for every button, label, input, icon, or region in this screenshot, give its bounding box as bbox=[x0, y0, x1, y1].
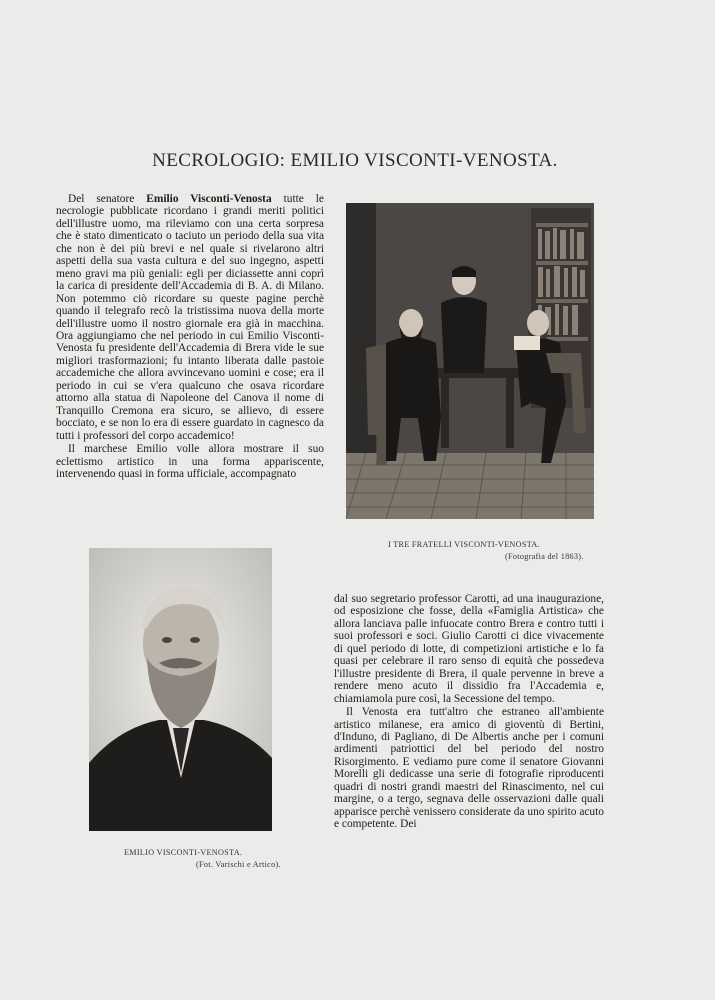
paragraph-2-continued: dal suo segretario professor Carotti, ad una inaugurazione, od esposizione che fosse, della «Famiglia Artistica» che allora lanciava palle infuocate contro Brera e contro tutti i suoi professori e soci. Giulio Carotti ci dice vivacemente di quel periodo di lotte, di competizioni artistiche e lo fa quasi per celebrare il raro senso di equità che possedeva l'illustre presidente di Brera, il quale pervenne in breve a rendere meno acuto il dissidio fra l'Accademia e, chiamiamola pure così, la Secessione del tempo. bbox=[334, 593, 604, 705]
brothers-credit: (Fotografia del 1863). bbox=[505, 552, 584, 561]
paragraph-2: Il marchese Emilio volle allora mostrare il suo eclettismo artistico in una forma appariscente, intervenendo quasi in forma ufficiale, accompagnato bbox=[56, 443, 324, 480]
three-brothers-photo bbox=[346, 203, 594, 519]
paragraph-1-rest: tutte le necrologie pubblicate ricordano i grandi meriti politici dell'illustre uomo, ma rileviamo con una certa sorpresa che è stato dimenticato o taciuto un periodo della sua vita che non è dei più brevi e nel quale si rivelarono altri aspetti della sua vasta cultura e del suo ingegno, aspetti meno gravi ma più geniali: egli per diciassette anni coprì la carica di presidente dell'Accademia di B. A. di Milano. Non potemmo ciò ricordare su queste pagine perchè quando il telegrafo recò la tristissima nuova della morte dell'illustre uomo il nostro giornale era già in macchina. Ora aggiungiamo che nel periodo in cui Emilio Visconti-Venosta fu presidente dell'Accademia di Brera vide le sue migliori trasformazioni; fu intanto liberata dalle pastoie accademiche che allora avvincevano uomini e cose; era il periodo in cui se v'era qualcuno che osava ricordare attorno alla statua di Napoleone del Canova il nome di Tranquillo Cremona era sicuro, se allievo, di essere bocciato, e se non lo era di essere guardato in cagnesco da tutti i professori del corpo accademico! bbox=[56, 193, 324, 442]
three-brothers-photo-illustration bbox=[346, 203, 594, 519]
paragraph-1-start: Del senatore bbox=[68, 193, 147, 205]
portrait-photo-illustration bbox=[89, 548, 272, 831]
article-title: NECROLOGIO: EMILIO VISCONTI-VENOSTA. bbox=[152, 150, 558, 171]
portrait-credit: (Fot. Varischi e Artico). bbox=[196, 860, 281, 869]
text-column-bottom bbox=[334, 593, 604, 831]
brothers-caption: I TRE FRATELLI VISCONTI-VENOSTA. bbox=[388, 540, 540, 549]
paragraph-3: Il Venosta era tutt'altro che estraneo all'ambiente artistico milanese, era amico di gioventù di Bertini, d'Induno, di Pagliano, di De Albertis anche per i comuni ardimenti patriottici del bel periodo del nostro Risorgimento. E vediamo pure come il senatore Giovanni Morelli gli dedicasse una serie di fotografie riproducenti quadri di nostri grandi maestri del Rinascimento, nel cui margine, o a tergo, segnava delle osservazioni dalle quali apparisce perchè venissero considerate da uno spirito acuto e competente. Dei bbox=[334, 706, 604, 831]
portrait-caption: EMILIO VISCONTI-VENOSTA. bbox=[124, 848, 243, 857]
portrait-photo bbox=[89, 548, 272, 831]
paragraph-1 bbox=[56, 193, 324, 442]
subject-name: Emilio Visconti-Venosta bbox=[146, 193, 272, 205]
text-column-top bbox=[56, 193, 324, 480]
